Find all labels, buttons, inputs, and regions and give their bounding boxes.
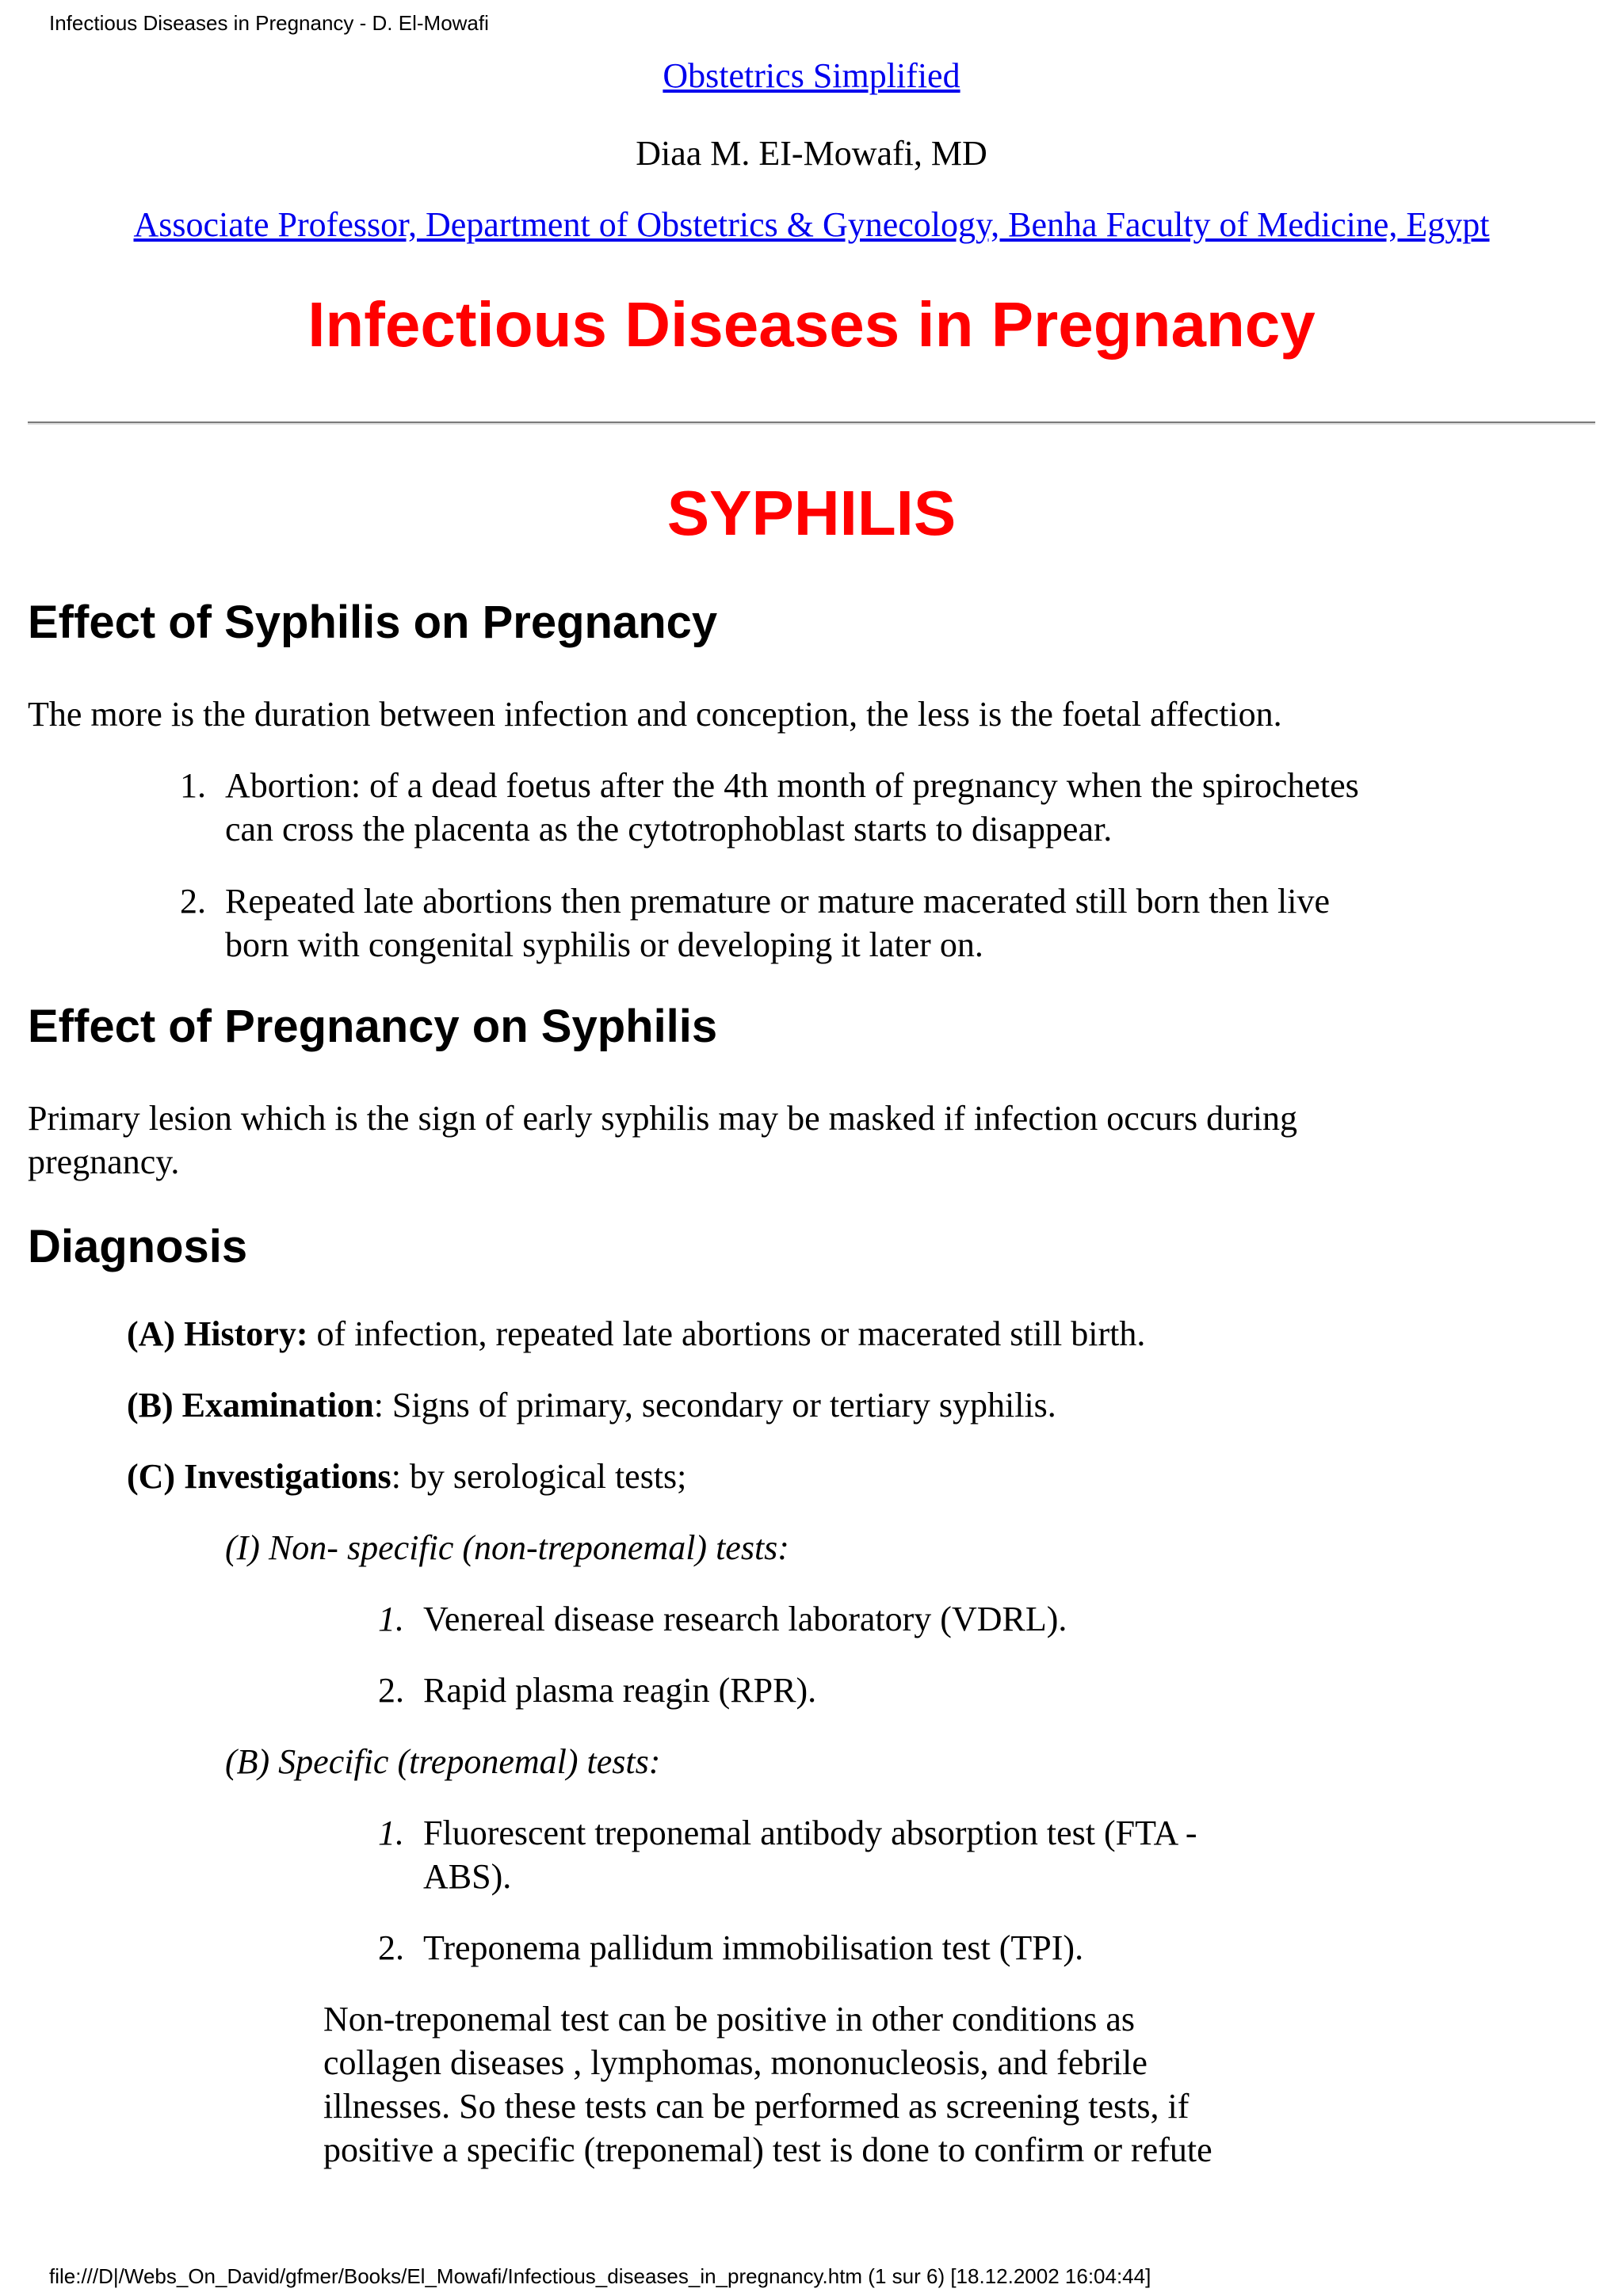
diagnosis-examination-label: (B) Examination (127, 1386, 374, 1425)
list-item-text: Treponema pallidum immobilisation test (TPI). (423, 1928, 1084, 1967)
nonspecific-tests-heading: (I) Non- specific (non-treponemal) tests: (225, 1528, 789, 1567)
print-header: Infectious Diseases in Pregnancy - D. El-Mowafi (49, 11, 489, 35)
list-item-text: ABS). (423, 1857, 512, 1896)
page-title: Infectious Diseases in Pregnancy (307, 289, 1316, 360)
diagnosis-investigations-text: : by serological tests; (391, 1457, 687, 1496)
series-title-link[interactable]: Obstetrics Simplified (663, 56, 960, 95)
list-item-text: Venereal disease research laboratory (VDRL). (423, 1600, 1067, 1638)
diagnosis-history-label: (A) History: (127, 1314, 308, 1353)
affiliation-link-container (0, 204, 1623, 245)
list-item-text: can cross the placenta as the cytotrophoblast starts to disappear. (225, 810, 1113, 849)
list-item-text: Abortion: of a dead foetus after the 4th month of pregnancy when the spirochetes (225, 766, 1359, 805)
list-item-number: 2. (180, 882, 206, 921)
series-title-link-container (0, 55, 1623, 96)
list-item-number: 2. (378, 1671, 404, 1710)
treponemal-note: positive a specific (treponemal) test is done to confirm or refute (323, 2130, 1212, 2169)
diagnosis-investigations-label: (C) Investigations (127, 1457, 391, 1496)
author-name: Diaa M. EI-Mowafi, MD (636, 134, 987, 173)
diagnosis-examination-text: : Signs of primary, secondary or tertiary syphilis. (373, 1386, 1056, 1425)
list-item-number: 1. (180, 766, 206, 805)
treponemal-note: illnesses. So these tests can be performed as screening tests, if (323, 2087, 1190, 2126)
effect-intro-paragraph: The more is the duration between infection and conception, the less is the foetal affection. (28, 695, 1282, 734)
print-footer: file:///D|/Webs_On_David/gfmer/Books/El_Mowafi/Infectious_diseases_in_pregnancy.htm (1 sur 6) [18.12.2002 16:04:44] (49, 2264, 1151, 2288)
diagnosis-history (127, 1312, 1145, 1356)
heading-effect-of-pregnancy-on-syphilis: Effect of Pregnancy on Syphilis (28, 1001, 718, 1052)
pregnancy-effect-paragraph: Primary lesion which is the sign of early syphilis may be masked if infection occurs during (28, 1099, 1298, 1138)
list-item-number: 1. (378, 1814, 404, 1852)
list-item-text: Fluorescent treponemal antibody absorption test (FTA - (423, 1814, 1197, 1852)
diagnosis-investigations (127, 1455, 686, 1498)
horizontal-rule (28, 421, 1595, 425)
list-item-number: 2. (378, 1928, 404, 1967)
treponemal-note: Non-treponemal test can be positive in other conditions as (323, 2000, 1135, 2039)
list-item-text: Rapid plasma reagin (RPR). (423, 1671, 817, 1710)
list-item-text: born with congenital syphilis or developing it later on. (225, 925, 983, 964)
heading-effect-of-syphilis-on-pregnancy: Effect of Syphilis on Pregnancy (28, 597, 718, 648)
heading-diagnosis: Diagnosis (28, 1221, 248, 1272)
pregnancy-effect-paragraph: pregnancy. (28, 1142, 180, 1181)
section-title: SYPHILIS (666, 478, 957, 548)
list-item-number: 1. (378, 1600, 404, 1638)
diagnosis-examination (127, 1383, 1056, 1427)
list-item-text: Repeated late abortions then premature or mature macerated still born then live (225, 882, 1331, 921)
specific-tests-heading: (B) Specific (treponemal) tests: (225, 1742, 661, 1781)
diagnosis-history-text: of infection, repeated late abortions or macerated still birth. (307, 1314, 1146, 1353)
treponemal-note: collagen diseases , lymphomas, mononucleosis, and febrile (323, 2043, 1148, 2082)
affiliation-link[interactable]: Associate Professor, Department of Obstetrics & Gynecology, Benha Faculty of Medicine, Egypt (133, 205, 1490, 244)
